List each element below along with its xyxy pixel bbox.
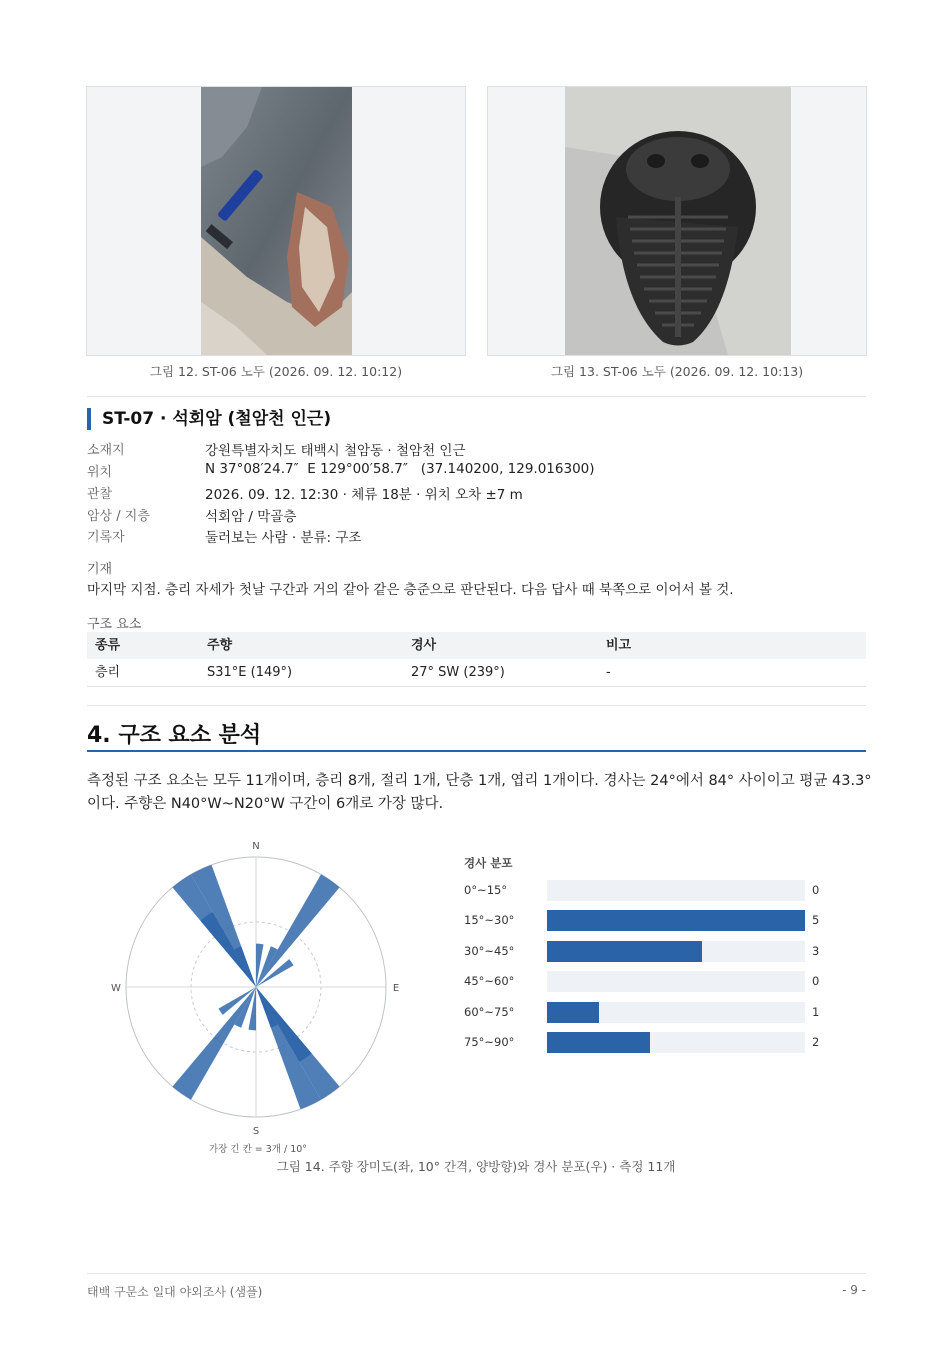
dip-bar-count: 0 — [812, 974, 820, 989]
structures-label: 구조 요소 — [87, 617, 142, 632]
outcrop-photo-12 — [87, 87, 465, 355]
section-heading: 4. 구조 요소 분석 — [87, 723, 262, 748]
dip-bar-count: 2 — [812, 1035, 820, 1049]
table-row — [87, 659, 866, 687]
table-header-strike: 주향 — [207, 638, 233, 653]
field-label-location: 소재지 — [87, 443, 125, 458]
dip-bar-track — [547, 1002, 805, 1023]
field-label-lithology: 암상 / 지층 — [87, 509, 150, 524]
dip-bar-count: 5 — [812, 913, 820, 928]
rose-petal — [256, 874, 340, 987]
dip-bar-track — [547, 880, 805, 901]
dip-bar-label: 0°~15° — [464, 883, 508, 897]
figure-14-caption: 그림 14. 주향 장미도(좌, 10° 간격, 양방향)와 경사 분포(우) · 측정 11개 — [276, 1159, 676, 1174]
dip-bar-label: 15°~30° — [464, 913, 515, 928]
table-cell-strike: S31°E (149°) — [207, 665, 293, 680]
figure-12-caption: 그림 12. ST-06 노두 (2026. 09. 12. 10:12) — [149, 364, 403, 379]
dip-bar-count: 0 — [812, 883, 820, 897]
dip-bar-label: 60°~75° — [464, 1004, 515, 1019]
notes-text: 마지막 지점. 층리 자세가 첫날 구간과 거의 같아 같은 층준으로 판단된다. 다음 답사 때 북쪽으로 이어서 볼 것. — [87, 582, 734, 598]
table-header-row — [87, 632, 866, 659]
field-value-observation: 2026. 09. 12. 12:30 · 체류 18분 · 위치 오차 ±7 m — [205, 487, 523, 503]
field-label-position: 위치 — [87, 465, 113, 480]
table-header-dip: 경사 — [411, 638, 437, 653]
analysis-paragraph: 측정된 구조 요소는 모두 11개이며, 층리 8개, 절리 1개, 단층 1개, 엽리 1개이다. 경사는 24°에서 84° 사이이고 평균 43.3°이다. 주향은 N40°W~N20°W 구간이 6개로 가장 많다. — [87, 773, 872, 812]
field-value-lithology: 석회암 / 막골층 — [205, 509, 297, 525]
dip-bar-count: 3 — [812, 943, 820, 958]
divider — [87, 705, 866, 706]
dip-bar — [547, 1032, 650, 1053]
field-value-position: N 37°08′24.7″ E 129°00′58.7″ (37.140200, 129.016300) — [205, 461, 595, 477]
rose-petal — [172, 987, 256, 1100]
figure-12-frame — [86, 86, 466, 356]
table-cell-type: 층리 — [95, 665, 121, 680]
field-value-location: 강원특별자치도 태백시 철암동 · 철암천 인근 — [205, 443, 466, 459]
dip-bar — [547, 941, 702, 962]
dip-chart-title: 경사 분포 — [464, 856, 513, 870]
field-label-observation: 관찰 — [87, 487, 113, 502]
table-header-remark: 비고 — [606, 638, 632, 653]
section-heading-rule — [87, 750, 866, 752]
dip-bar-label: 30°~45° — [464, 943, 515, 958]
trilobite-photo-13 — [488, 87, 866, 355]
table-cell-remark: - — [606, 665, 611, 680]
dip-bar — [547, 910, 805, 931]
strike-rose-diagram — [106, 837, 406, 1137]
structures-table — [87, 632, 866, 687]
rose-label-e: E — [392, 983, 400, 994]
dip-bar-track — [547, 941, 805, 962]
footer-page-number: - 9 - — [842, 1283, 866, 1297]
dip-bar-count: 1 — [812, 1004, 820, 1019]
dip-bar-track — [547, 910, 805, 931]
rose-label-n: N — [252, 841, 260, 852]
footer-divider — [87, 1273, 866, 1274]
table-header-type: 종류 — [95, 638, 121, 653]
field-label-recorder: 기록자 — [87, 530, 125, 545]
dip-bar — [547, 1002, 599, 1023]
rose-petal — [256, 987, 321, 1109]
rose-label-w: W — [111, 983, 121, 994]
dip-bar-track — [547, 971, 805, 992]
dip-bar-label: 75°~90° — [464, 1035, 515, 1049]
dip-bar-label: 45°~60° — [464, 974, 515, 989]
divider — [87, 396, 866, 397]
figure-13-frame — [487, 86, 867, 356]
figure-13-caption: 그림 13. ST-06 노두 (2026. 09. 12. 10:13) — [550, 364, 804, 379]
station-title: ST-07 · 석회암 (철암천 인근) — [87, 408, 331, 430]
notes-label: 기재 — [87, 562, 113, 577]
footer-document-title: 태백 구문소 일대 야외조사 (샘플) — [87, 1285, 263, 1299]
rose-petal — [191, 865, 256, 987]
dip-bar-track — [547, 1032, 805, 1053]
field-value-recorder: 둘러보는 사람 · 분류: 구조 — [205, 530, 362, 546]
rose-scale-note: 가장 긴 칸 = 3개 / 10° — [209, 1144, 308, 1155]
table-cell-dip: 27° SW (239°) — [411, 665, 505, 680]
rose-label-s: S — [252, 1126, 260, 1137]
